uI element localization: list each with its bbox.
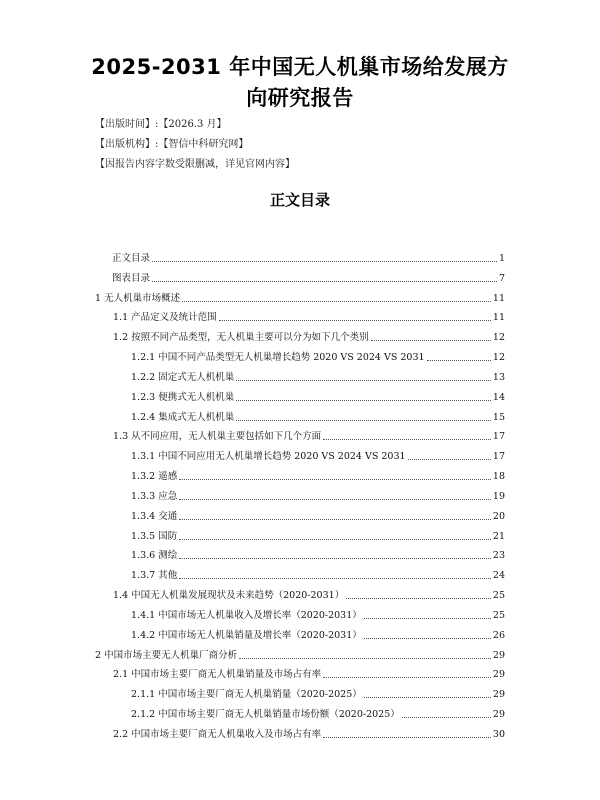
toc-leader-dots [402, 717, 491, 718]
toc-entry[interactable] [131, 509, 505, 523]
toc-leader-dots [364, 697, 491, 698]
toc-entry-page: 24 [492, 570, 505, 581]
toc-entry[interactable] [131, 370, 505, 384]
toc-entry-label: 1.3.5 国防 [131, 531, 178, 542]
toc-entry-label: 2 中国市场主要无人机巢厂商分析 [95, 650, 238, 661]
toc-leader-dots [236, 380, 491, 381]
toc-entry[interactable] [95, 648, 505, 662]
toc-entry-label: 1.4.2 中国市场无人机巢销量及增长率（2020-2031） [131, 630, 362, 641]
toc-leader-dots [179, 558, 491, 559]
toc-leader-dots [179, 479, 491, 480]
toc-leader-dots [236, 420, 491, 421]
toc-entry-page: 17 [492, 431, 505, 442]
toc-leader-dots [236, 400, 491, 401]
toc-entry-label: 1.4.1 中国市场无人机巢收入及增长率（2020-2031） [131, 610, 362, 621]
toc-entry-label: 2.1.2 中国市场主要厂商无人机巢销量市场份额（2020-2025） [131, 709, 400, 720]
toc-entry-label: 1.3.6 测绘 [131, 550, 178, 561]
toc-entry-page: 19 [492, 491, 505, 502]
toc-entry[interactable] [113, 429, 505, 443]
toc-entry-page: 29 [492, 709, 505, 720]
toc-entry-label: 1.2.3 便携式无人机机巢 [131, 392, 235, 403]
toc-leader-dots [179, 499, 491, 500]
toc-entry-label: 2.1 中国市场主要厂商无人机巢销量及市场占有率 [113, 669, 322, 680]
toc-entry[interactable] [131, 390, 505, 404]
content-notice: 【因报告内容字数受限删减，详见官网内容】 [95, 159, 295, 170]
publisher: 【出版机构】:【智信中科研究网】 [95, 139, 249, 150]
toc-leader-dots [323, 677, 491, 678]
toc-entry-page: 13 [492, 372, 505, 383]
toc-entry-label: 1.2.1 中国不同产品类型无人机巢增长趋势 2020 VS 2024 VS 2031 [131, 352, 425, 363]
toc-entry-label: 2.1.1 中国市场主要厂商无人机巢销量（2020-2025） [131, 689, 362, 700]
toc-leader-dots [179, 578, 491, 579]
toc-entry-page: 12 [492, 352, 505, 363]
toc-entry[interactable] [131, 529, 505, 543]
toc-entry[interactable] [131, 608, 505, 622]
toc-leader-dots [179, 539, 491, 540]
toc-entry-page: 29 [492, 650, 505, 661]
toc-entry-label: 正文目录 [112, 253, 151, 264]
toc-entry-page: 14 [492, 392, 505, 403]
document-title [60, 52, 540, 114]
toc-entry[interactable] [112, 251, 505, 265]
toc-entry[interactable] [113, 310, 505, 324]
toc-leader-dots [219, 320, 491, 321]
toc-entry[interactable] [131, 628, 505, 642]
toc-entry-label: 2.2 中国市场主要厂商无人机巢收入及市场占有率 [113, 729, 322, 740]
toc-entry[interactable] [112, 271, 505, 285]
toc-entry-page: 20 [492, 511, 505, 522]
toc-entry-page: 17 [492, 451, 505, 462]
toc-entry-label: 1 无人机巢市场概述 [95, 293, 181, 304]
toc-entry-label: 1.4 中国无人机巢发展现状及未来趋势（2020-2031） [113, 590, 345, 601]
toc-leader-dots [152, 281, 497, 282]
toc-leader-dots [323, 737, 491, 738]
toc-entry-label: 1.1 产品定义及统计范围 [113, 312, 217, 323]
toc-entry-label: 1.3.2 遥感 [131, 471, 178, 482]
toc-entry-page: 11 [492, 293, 505, 304]
toc-entry-page: 1 [498, 253, 505, 264]
toc-leader-dots [179, 519, 491, 520]
toc-leader-dots [371, 340, 491, 341]
toc-entry[interactable] [131, 410, 505, 424]
toc-leader-dots [427, 360, 491, 361]
toc-entry[interactable] [131, 568, 505, 582]
toc-leader-dots [182, 301, 491, 302]
toc-entry-page: 29 [492, 689, 505, 700]
title-line-1: 2025-2031 年中国无人机巢市场给发展方 [91, 55, 509, 79]
toc-entry-page: 23 [492, 550, 505, 561]
toc-entry[interactable] [113, 727, 505, 741]
toc-entry[interactable] [131, 489, 505, 503]
toc-entry[interactable] [113, 667, 505, 681]
toc-entry[interactable] [95, 291, 505, 305]
toc-entry-page: 25 [492, 590, 505, 601]
toc-entry-label: 1.2.4 集成式无人机机巢 [131, 412, 235, 423]
toc-leader-dots [152, 261, 497, 262]
toc-entry-page: 18 [492, 471, 505, 482]
toc-leader-dots [323, 439, 491, 440]
toc-entry[interactable] [131, 687, 505, 701]
toc-entry[interactable] [131, 707, 505, 721]
toc-entry-label: 1.3.1 中国不同应用无人机巢增长趋势 2020 VS 2024 VS 2031 [131, 451, 406, 462]
toc-leader-dots [346, 598, 491, 599]
toc-entry-label: 1.3 从不同应用，无人机巢主要包括如下几个方面 [113, 431, 322, 442]
toc-entry-page: 15 [492, 412, 505, 423]
toc-leader-dots [408, 459, 491, 460]
toc-entry-label: 1.3.3 应急 [131, 491, 178, 502]
toc-entry-label: 图表目录 [112, 273, 151, 284]
toc-entry[interactable] [131, 350, 505, 364]
publish-time: 【出版时间】:【2026.3 月】 [95, 119, 227, 130]
toc-heading: 正文目录 [269, 191, 330, 209]
toc-entry-page: 30 [492, 729, 505, 740]
toc-entry-page: 21 [492, 531, 505, 542]
toc-leader-dots [239, 658, 491, 659]
title-line-2: 向研究报告 [246, 86, 354, 110]
toc-entry-page: 11 [492, 312, 505, 323]
toc-entry-label: 1.3.7 其他 [131, 570, 178, 581]
toc-entry[interactable] [113, 330, 505, 344]
toc-entry[interactable] [131, 449, 505, 463]
toc-entry[interactable] [131, 469, 505, 483]
toc-entry-page: 12 [492, 332, 505, 343]
toc-entry-label: 1.2.2 固定式无人机机巢 [131, 372, 235, 383]
toc-entry[interactable] [131, 548, 505, 562]
toc-entry-page: 26 [492, 630, 505, 641]
toc-entry-label: 1.3.4 交通 [131, 511, 178, 522]
toc-entry[interactable] [113, 588, 505, 602]
toc-entry-page: 29 [492, 669, 505, 680]
toc-entry-page: 7 [498, 273, 505, 284]
toc-leader-dots [364, 638, 491, 639]
toc-leader-dots [364, 618, 491, 619]
toc-entry-page: 25 [492, 610, 505, 621]
toc-entry-label: 1.2 按照不同产品类型，无人机巢主要可以分为如下几个类别 [113, 332, 369, 343]
